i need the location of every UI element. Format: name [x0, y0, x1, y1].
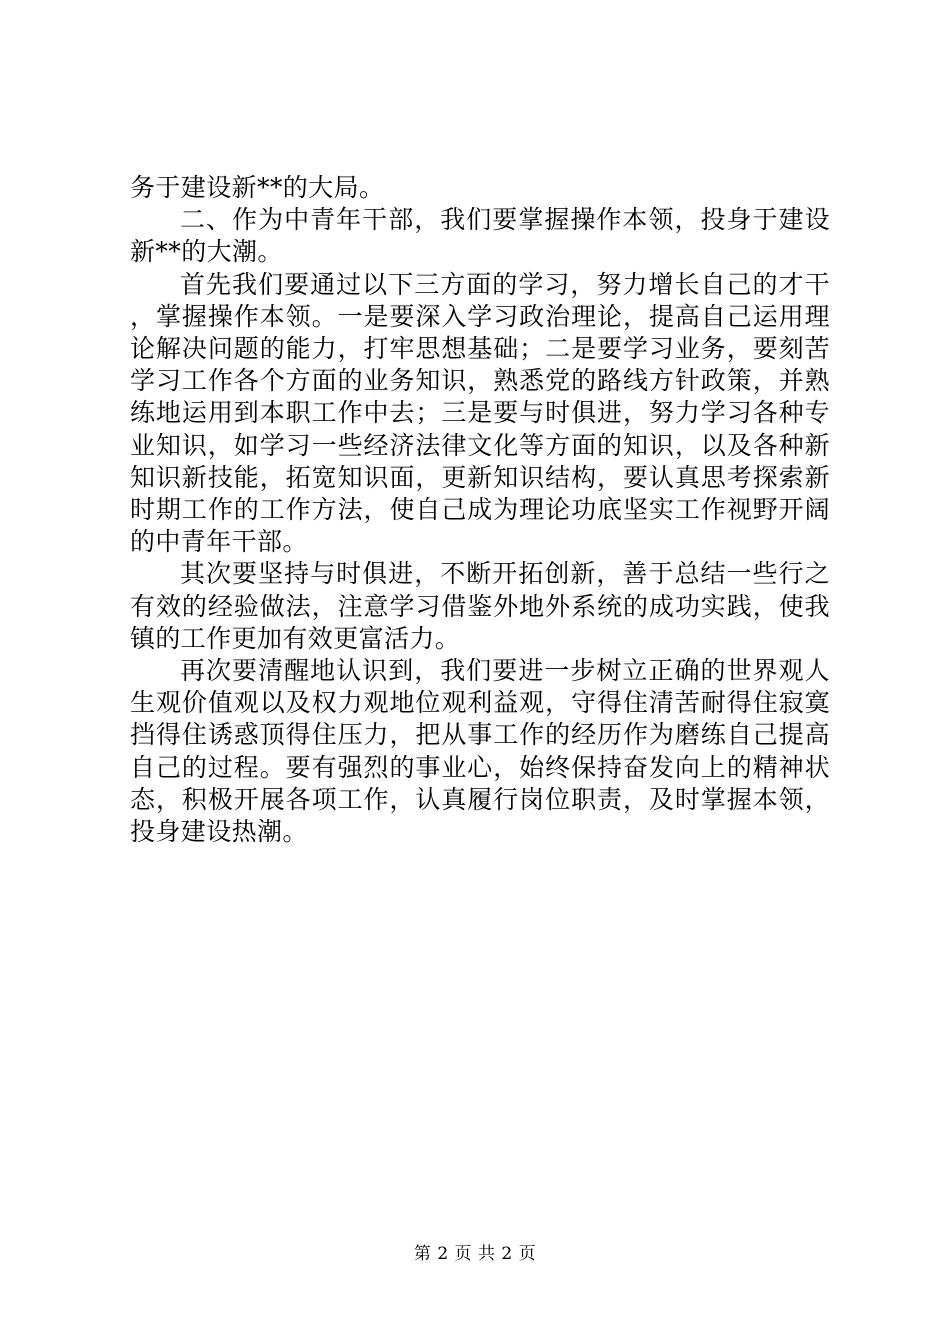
- page-number-footer: 第 2 页 共 2 页: [413, 1244, 537, 1264]
- document-body: [130, 172, 830, 848]
- paragraph-continuation: 务于建设新**的大局。: [130, 173, 385, 202]
- paragraph-first-point: 首先我们要通过以下三方面的学习，努力增长自己的才干，掌握操作本领。一是要深入学习政治理论，提高自己运用理论解决问题的能力，打牢思想基础；二是要学习业务，要刻苦学习工作各个方面的业务知识，熟悉党的路线方针政策，并熟练地运用到本职工作中去；三是要与时俱进，努力学习各种专业知识，如学习一些经济法律文化等方面的知识，以及各种新知识新技能，拓宽知识面，更新知识结构，要认真思考探索新时期工作的工作方法，使自己成为理论功底坚实工作视野开阔的中青年干部。: [130, 269, 830, 557]
- paragraph-section-two-heading: 二、作为中青年干部，我们要掌握操作本领，投身于建设新**的大潮。: [130, 205, 830, 267]
- paragraph-third-point: 再次要清醒地认识到，我们要进一步树立正确的世界观人生观价值观以及权力观地位观利益观，守得住清苦耐得住寂寞挡得住诱惑顶得住压力，把从事工作的经历作为磨练自己提高自己的过程。要有强烈的事业心，始终保持奋发向上的精神状态，积极开展各项工作，认真履行岗位职责，及时掌握本领，投身建设热潮。: [130, 656, 830, 847]
- paragraph-second-point: 其次要坚持与时俱进，不断开拓创新，善于总结一些行之有效的经验做法，注意学习借鉴外地外系统的成功实践，使我镇的工作更加有效更富活力。: [130, 559, 830, 653]
